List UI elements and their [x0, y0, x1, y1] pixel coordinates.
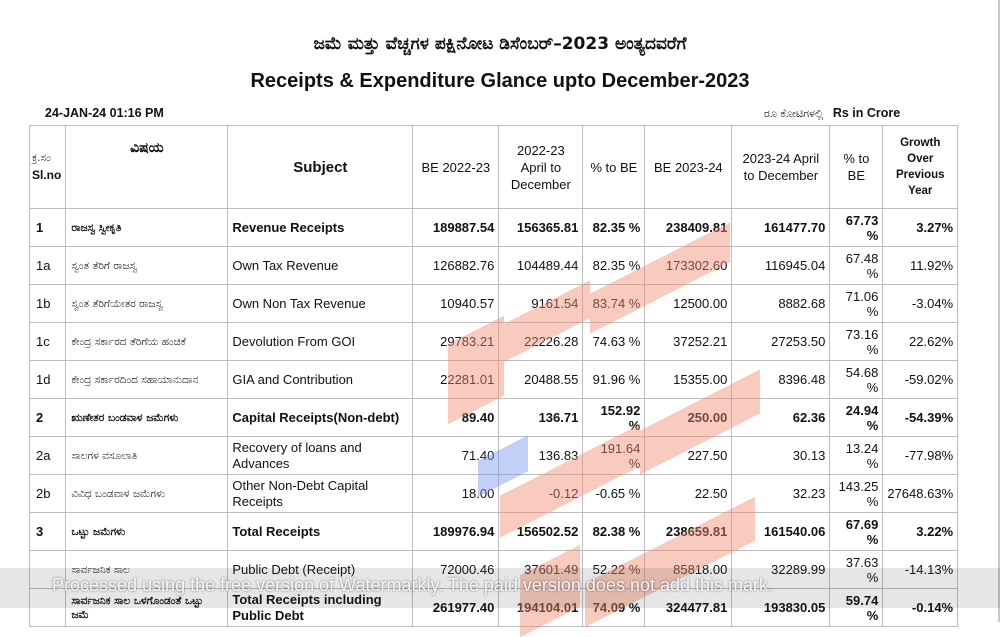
- row-growth: -14.13%: [883, 551, 958, 589]
- row-be-2022-23: 126882.76: [413, 247, 499, 285]
- header-apr-dec-2023-24: 2023-24 April to December: [732, 126, 830, 209]
- header-be-2022-23: BE 2022-23: [413, 126, 499, 209]
- row-apr-dec-2022-23: 156502.52: [499, 513, 583, 551]
- row-pct-be-2: 67.69 %: [830, 513, 883, 551]
- table-row: [30, 475, 958, 513]
- row-pct-be-1: 191.64 %: [583, 437, 645, 475]
- row-subject: Total Receipts: [228, 513, 413, 551]
- row-be-2022-23: 10940.57: [413, 285, 499, 323]
- row-pct-be-1: 74.09 %: [583, 589, 645, 627]
- row-sl: 1b: [30, 285, 66, 323]
- row-apr-dec-2022-23: -0.12: [499, 475, 583, 513]
- table-row: [30, 323, 958, 361]
- row-subject-kannada: ಕೇಂದ್ರ ಸರ್ಕಾರದಿಂದ ಸಹಾಯಾನುದಾನ: [66, 361, 228, 399]
- row-subject: Public Debt (Receipt): [228, 551, 413, 589]
- row-be-2022-23: 29783.21: [413, 323, 499, 361]
- table-row: [30, 399, 958, 437]
- table-row: [30, 437, 958, 475]
- header-subject-kannada: ವಿಷಯ: [66, 126, 228, 209]
- row-pct-be-1: 52.22 %: [583, 551, 645, 589]
- row-apr-dec-2022-23: 104489.44: [499, 247, 583, 285]
- row-be-2023-24: 15355.00: [645, 361, 732, 399]
- row-subject-kannada: ಸಾರ್ವಜನಿಕ ಸಾಲ: [66, 551, 228, 589]
- row-growth: -0.14%: [883, 589, 958, 627]
- row-be-2023-24: 227.50: [645, 437, 732, 475]
- receipts-table: [29, 125, 958, 627]
- row-be-2022-23: 261977.40: [413, 589, 499, 627]
- table-row: [30, 285, 958, 323]
- row-growth: -54.39%: [883, 399, 958, 437]
- header-pct-be-1: % to BE: [583, 126, 645, 209]
- row-be-2022-23: 189976.94: [413, 513, 499, 551]
- row-sl: 2a: [30, 437, 66, 475]
- row-be-2023-24: 173302.60: [645, 247, 732, 285]
- row-apr-dec-2022-23: 9161.54: [499, 285, 583, 323]
- row-apr-dec-2022-23: 22226.28: [499, 323, 583, 361]
- title-kannada: ಜಮೆ ಮತ್ತು ವೆಚ್ಚಗಳ ಪಕ್ಷಿನೋಟ ಡಿಸೆಂಬರ್–2023 ಅಂತ್ಯದವರೆಗೆ: [313, 34, 687, 54]
- row-sl: 2b: [30, 475, 66, 513]
- header-sl-kannada: ಕ್ರ.ಸಂ: [32, 151, 51, 164]
- title-english: Receipts & Expenditure Glance upto December-2023: [250, 70, 750, 92]
- unit-english: Rs in Crore: [832, 106, 901, 120]
- header-apr-dec-2022-23: 2022-23 April to December: [499, 126, 583, 209]
- row-subject: Devolution From GOI: [228, 323, 413, 361]
- row-pct-be-2: 37.63 %: [830, 551, 883, 589]
- row-subject-kannada: ಸ್ವಂತ ತೆರಿಗೆಯೇತರ ರಾಜಸ್ವ: [66, 285, 228, 323]
- header-pct-be-2: % to BE: [830, 126, 883, 209]
- row-apr-dec-2023-24: 8882.68: [732, 285, 830, 323]
- row-be-2023-24: 250.00: [645, 399, 732, 437]
- row-be-2022-23: 18.00: [413, 475, 499, 513]
- row-growth: 3.22%: [883, 513, 958, 551]
- row-apr-dec-2023-24: 8396.48: [732, 361, 830, 399]
- row-growth: 22.62%: [883, 323, 958, 361]
- row-be-2022-23: 22281.01: [413, 361, 499, 399]
- row-pct-be-1: 74.63 %: [583, 323, 645, 361]
- header-sl-english: Sl.no: [32, 167, 62, 182]
- row-apr-dec-2023-24: 27253.50: [732, 323, 830, 361]
- row-be-2023-24: 22.50: [645, 475, 732, 513]
- row-be-2023-24: 238659.81: [645, 513, 732, 551]
- row-pct-be-1: 152.92 %: [583, 399, 645, 437]
- row-subject: Recovery of loans and Advances: [228, 437, 413, 475]
- row-pct-be-2: 59.74 %: [830, 589, 883, 627]
- row-subject: Revenue Receipts: [228, 209, 413, 247]
- row-apr-dec-2023-24: 193830.05: [732, 589, 830, 627]
- row-apr-dec-2023-24: 32.23: [732, 475, 830, 513]
- row-pct-be-2: 143.25 %: [830, 475, 883, 513]
- row-apr-dec-2022-23: 20488.55: [499, 361, 583, 399]
- row-subject-kannada: ಕೇಂದ್ರ ಸರ್ಕಾರದ ತೆರಿಗೆಯ ಹಂಚಿಕೆ: [66, 323, 228, 361]
- row-pct-be-2: 24.94 %: [830, 399, 883, 437]
- row-apr-dec-2022-23: 136.71: [499, 399, 583, 437]
- unit-kannada: ರೂ ಕೋಟಿಗಳಲ್ಲಿ: [764, 107, 824, 120]
- row-growth: -77.98%: [883, 437, 958, 475]
- row-sl: 1: [30, 209, 66, 247]
- row-subject: Total Receipts including Public Debt: [228, 589, 413, 627]
- row-pct-be-1: 82.35 %: [583, 247, 645, 285]
- row-pct-be-2: 71.06 %: [830, 285, 883, 323]
- row-apr-dec-2023-24: 161540.06: [732, 513, 830, 551]
- row-subject: Own Tax Revenue: [228, 247, 413, 285]
- row-be-2022-23: 72000.46: [413, 551, 499, 589]
- row-subject: Other Non-Debt Capital Receipts: [228, 475, 413, 513]
- row-subject: GIA and Contribution: [228, 361, 413, 399]
- row-be-2023-24: 324477.81: [645, 589, 732, 627]
- row-pct-be-2: 67.48 %: [830, 247, 883, 285]
- row-sl: 1c: [30, 323, 66, 361]
- row-subject-kannada: ಸಾರ್ವಜನಿಕ ಸಾಲ ಒಳಗೊಂಡಂತೆ ಒಟ್ಟು ಜಮೆ: [66, 589, 228, 627]
- watermark-text: Processed using the free version of Watermarkly. The paid version does not add this mark.: [52, 575, 774, 595]
- row-pct-be-1: 83.74 %: [583, 285, 645, 323]
- row-growth: 3.27%: [883, 209, 958, 247]
- header-be-2023-24: BE 2023-24: [645, 126, 732, 209]
- row-be-2022-23: 189887.54: [413, 209, 499, 247]
- row-subject-kannada: ರಾಜಸ್ವ ಸ್ವೀಕೃತಿ: [66, 209, 228, 247]
- row-apr-dec-2022-23: 136.83: [499, 437, 583, 475]
- row-apr-dec-2022-23: 37601.49: [499, 551, 583, 589]
- row-sl: 3: [30, 513, 66, 551]
- row-sl: 2: [30, 399, 66, 437]
- row-pct-be-1: 91.96 %: [583, 361, 645, 399]
- row-pct-be-1: 82.38 %: [583, 513, 645, 551]
- row-subject-kannada: ಸ್ವಂತ ತೆರಿಗೆ ರಾಜಸ್ವ: [66, 247, 228, 285]
- row-pct-be-2: 73.16 %: [830, 323, 883, 361]
- row-be-2023-24: 238409.81: [645, 209, 732, 247]
- row-growth: -3.04%: [883, 285, 958, 323]
- header-sl: [30, 126, 66, 209]
- unit-label: [764, 106, 900, 121]
- row-subject: Own Non Tax Revenue: [228, 285, 413, 323]
- row-subject-kannada: ವಿವಿಧ ಬಂಡವಾಳ ಜಮೆಗಳು: [66, 475, 228, 513]
- table-row: [30, 209, 958, 247]
- row-be-2022-23: 71.40: [413, 437, 499, 475]
- row-apr-dec-2023-24: 161477.70: [732, 209, 830, 247]
- row-growth: -59.02%: [883, 361, 958, 399]
- row-pct-be-2: 13.24 %: [830, 437, 883, 475]
- table-row: [30, 513, 958, 551]
- row-be-2023-24: 85818.00: [645, 551, 732, 589]
- row-subject-kannada: ಒಟ್ಟು ಜಮೆಗಳು: [66, 513, 228, 551]
- row-sl: 1d: [30, 361, 66, 399]
- row-apr-dec-2022-23: 156365.81: [499, 209, 583, 247]
- header-growth: Growth Over Previous Year: [883, 126, 958, 209]
- row-be-2023-24: 12500.00: [645, 285, 732, 323]
- table-row: [30, 361, 958, 399]
- row-apr-dec-2022-23: 194104.01: [499, 589, 583, 627]
- row-subject-kannada: ಸಾಲಗಳ ವಸೂಲಾತಿ: [66, 437, 228, 475]
- row-subject: Capital Receipts(Non-debt): [228, 399, 413, 437]
- row-apr-dec-2023-24: 30.13: [732, 437, 830, 475]
- header-row: [30, 126, 958, 209]
- row-apr-dec-2023-24: 116945.04: [732, 247, 830, 285]
- table-row: [30, 247, 958, 285]
- row-growth: 27648.63%: [883, 475, 958, 513]
- row-subject-kannada: ಋಣೇತರ ಬಂಡವಾಳ ಜಮೆಗಳು: [66, 399, 228, 437]
- row-be-2022-23: 89.40: [413, 399, 499, 437]
- row-pct-be-1: 82.35 %: [583, 209, 645, 247]
- row-pct-be-2: 67.73 %: [830, 209, 883, 247]
- row-sl: 1a: [30, 247, 66, 285]
- row-apr-dec-2023-24: 32289.99: [732, 551, 830, 589]
- row-growth: 11.92%: [883, 247, 958, 285]
- row-pct-be-1: -0.65 %: [583, 475, 645, 513]
- report-timestamp: 24-JAN-24 01:16 PM: [45, 106, 164, 120]
- header-subject: Subject: [228, 126, 413, 209]
- row-apr-dec-2023-24: 62.36: [732, 399, 830, 437]
- row-be-2023-24: 37252.21: [645, 323, 732, 361]
- row-pct-be-2: 54.68 %: [830, 361, 883, 399]
